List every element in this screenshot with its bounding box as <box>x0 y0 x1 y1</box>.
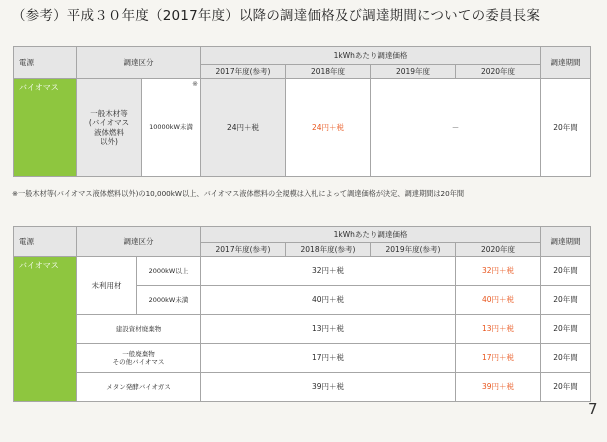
col-header-year: 2018年度(参考) <box>286 243 371 257</box>
col-header-category: 調達区分 <box>77 47 201 79</box>
price-2018: 24円＋税 <box>286 79 371 177</box>
price-2020: 32円＋税 <box>456 257 541 286</box>
source-label: バイオマス <box>14 257 77 402</box>
period-value: 20年間 <box>541 257 591 286</box>
price-2017-2019: 13円＋税 <box>201 315 456 344</box>
page-title: （参考）平成３０年度（2017年度）以降の調達価格及び調達期間についての委員長案 <box>12 8 541 24</box>
biomass-price-table-2018 <box>13 46 591 177</box>
col-header-period: 調達期間 <box>541 227 591 257</box>
col-header-year: 2017年度(参考) <box>201 65 286 79</box>
price-2020: 17円＋税 <box>456 344 541 373</box>
col-header-year: 2019年度(参考) <box>371 243 456 257</box>
period-value: 20年間 <box>541 286 591 315</box>
period-value: 20年間 <box>541 344 591 373</box>
col-header-year: 2020年度 <box>456 65 541 79</box>
price-2017-2019: 32円＋税 <box>201 257 456 286</box>
scale-cell <box>142 79 201 177</box>
page-number: 7 <box>588 400 598 418</box>
period-value: 20年間 <box>541 315 591 344</box>
col-header-year: 2019年度 <box>371 65 456 79</box>
period-value: 20年間 <box>541 373 591 402</box>
biomass-price-table-2020 <box>13 226 591 402</box>
category-name: 一般廃棄物 その他バイオマス <box>77 344 201 373</box>
col-header-price: 1kWhあたり調達価格 <box>201 227 541 243</box>
scale-label: 2000kW未満 <box>137 286 201 315</box>
footnote: ※一般木材等(バイオマス液体燃料以外)の10,000kW以上、バイオマス液体燃料の全規模は入札によって調達価格が決定、調達期間は20年間 <box>12 189 465 198</box>
col-header-price: 1kWhあたり調達価格 <box>201 47 541 65</box>
price-2017-2019: 17円＋税 <box>201 344 456 373</box>
price-2020: 40円＋税 <box>456 286 541 315</box>
category-name: メタン発酵バイオガス <box>77 373 201 402</box>
price-2020: 13円＋税 <box>456 315 541 344</box>
col-header-year: 2018年度 <box>286 65 371 79</box>
category-name: 一般木材等 (バイオマス 液体燃料 以外) <box>77 79 142 177</box>
col-header-year: 2020年度 <box>456 243 541 257</box>
col-header-category: 調達区分 <box>77 227 201 257</box>
source-label: バイオマス <box>14 79 77 177</box>
col-header-year: 2017年度(参考) <box>201 243 286 257</box>
price-2020: 39円＋税 <box>456 373 541 402</box>
col-header-source: 電源 <box>14 47 77 79</box>
col-header-source: 電源 <box>14 227 77 257</box>
price-2017-2019: 39円＋税 <box>201 373 456 402</box>
scale-label: 10000kW未満 <box>149 123 193 132</box>
asterisk-mark: ※ <box>192 80 198 88</box>
price-2017-2019: 40円＋税 <box>201 286 456 315</box>
category-name: 建設資材廃棄物 <box>77 315 201 344</box>
col-header-period: 調達期間 <box>541 47 591 79</box>
price-2019-2020: － <box>371 79 541 177</box>
price-2017: 24円＋税 <box>201 79 286 177</box>
scale-label: 2000kW以上 <box>137 257 201 286</box>
period-value: 20年間 <box>541 79 591 177</box>
category-group: 未利用材 <box>77 257 137 315</box>
